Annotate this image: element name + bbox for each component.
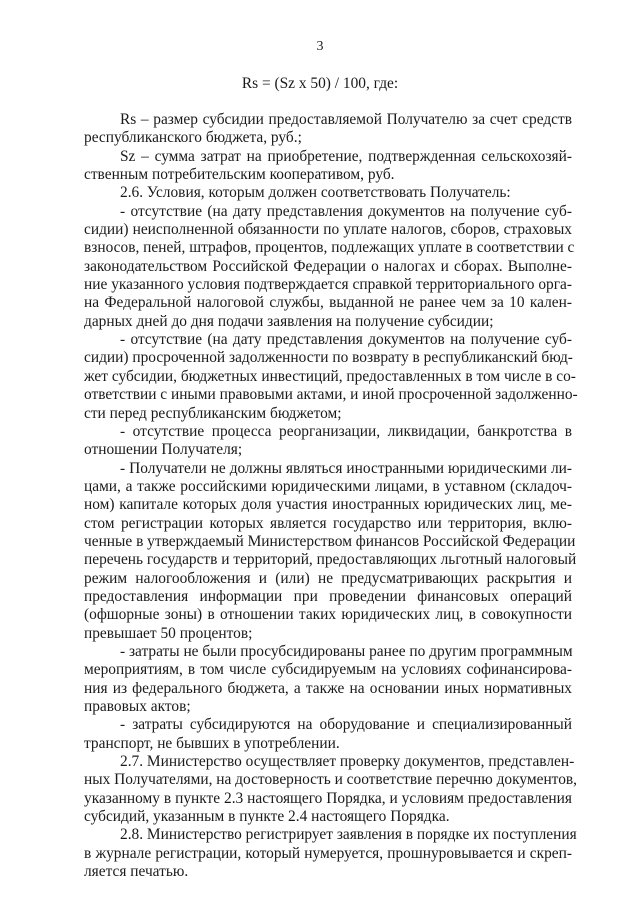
text-line: законодательством Российской Федерации о налогах и сборах. Выполне-: [84, 257, 572, 275]
text-line: указанному в пункте 2.3 настоящего Порядка, и условиям предоставления: [84, 789, 572, 807]
text-line: - затраты субсидируются на оборудование и специализированный: [120, 716, 572, 734]
text-line: ние указанного условия подтверждается справкой территориального орга-: [84, 276, 572, 294]
text-line: предоставления информации при проведении финансовых операций: [84, 587, 572, 605]
text-line: (офшорные зоны) в отношении таких юридических лиц, в совокупности: [84, 606, 572, 624]
text-line: в журнале регистрации, который нумеруется, прошнуровывается и скреп-: [84, 844, 572, 862]
text-line: субсидий, указанным в пункте 2.4 настоящего Порядка.: [84, 808, 450, 826]
text-line: ния из федерального бюджета, а также на основании иных нормативных: [84, 679, 572, 697]
text-line: ченные в утверждаемый Министерством финансов Российской Федерации: [84, 532, 576, 550]
text-line: ственным потребительским кооперативом, руб.: [84, 166, 395, 184]
text-line: сти перед республиканским бюджетом;: [84, 404, 342, 422]
text-line: республиканского бюджета, руб.;: [84, 129, 302, 147]
text-line: режим налогообложения и (или) не предусматривающих раскрытия и: [84, 569, 572, 587]
text-line: превышает 50 процентов;: [84, 624, 253, 642]
document-body: [84, 111, 578, 881]
text-line: транспорт, не бывших в употреблении.: [84, 734, 340, 752]
text-line: жет субсидии, бюджетных инвестиций, предоставленных в том числе в со-: [84, 367, 576, 385]
text-line: Rs – размер субсидии предоставляемой Получателю за счет средств: [120, 111, 572, 128]
text-line: 2.7. Министерство осуществляет проверку документов, представлен-: [120, 753, 575, 771]
text-line: взносов, пеней, штрафов, процентов, подлежащих уплате в соответствии с: [84, 239, 575, 257]
text-line: - Получатели не должны являться иностранными юридическими ли-: [120, 459, 572, 477]
text-line: Sz – сумма затрат на приобретение, подтвержденная сельскохозяй-: [120, 147, 572, 165]
text-line: - затраты не были просубсидированы ранее по другим программным: [120, 642, 573, 660]
text-line: - отсутствие (на дату представления документов на получение суб-: [120, 202, 572, 220]
text-line: дарных дней до дня подачи заявления на получение субсидии;: [84, 312, 494, 330]
text-line: ном) капитале которых доля участия иностранных юридических лиц, ме-: [84, 496, 572, 514]
subsidy-formula: Rs = (Sz x 50) / 100, где:: [241, 75, 399, 92]
text-line: 2.6. Условия, которым должен соответствовать Получатель:: [120, 184, 511, 202]
text-line: стом регистрации которых является государство или территория, вклю-: [84, 514, 572, 532]
text-line: на Федеральной налоговой службы, выданной не ранее чем за 10 кален-: [84, 294, 572, 312]
text-line: перечень государств и территорий, предоставляющих льготный налоговый: [84, 551, 577, 569]
page-number: 3: [316, 39, 324, 54]
text-line: ответствии с иными правовыми актами, и иной просроченной задолженно-: [84, 386, 578, 404]
text-line: ных Получателями, на достоверность и соответствие перечню документов,: [84, 771, 578, 789]
text-line: цами, а также российскими юридическими лицами, в уставном (складоч-: [84, 477, 572, 495]
text-line: сидии) неисполненной обязанности по уплате налогов, сборов, страховых: [84, 221, 572, 239]
text-line: - отсутствие процесса реорганизации, ликвидации, банкротства в: [120, 422, 572, 440]
text-line: правовых актов;: [84, 698, 191, 715]
text-line: 2.8. Министерство регистрирует заявления в порядке их поступления: [120, 826, 577, 844]
text-line: сидии) просроченной задолженности по возврату в республиканский бюд-: [84, 349, 573, 367]
text-line: ляется печатью.: [84, 863, 189, 881]
text-line: отношении Получателя;: [84, 441, 243, 459]
text-line: мероприятиям, в том числе субсидируемым на условиях софинансирова-: [84, 661, 572, 679]
text-line: - отсутствие (на дату представления документов на получение суб-: [120, 331, 572, 349]
